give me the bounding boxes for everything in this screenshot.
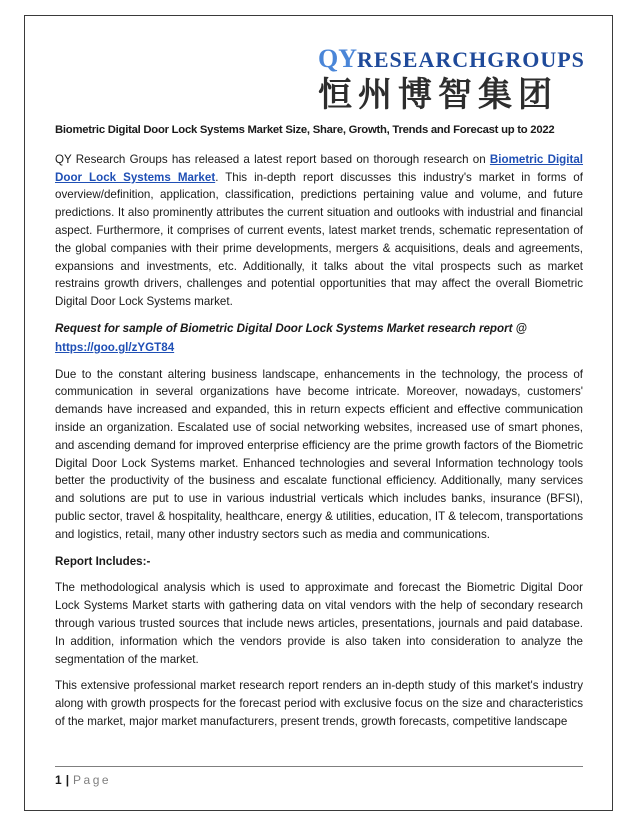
intro-text-start: QY Research Groups has released a latest report based on thorough research on: [55, 152, 490, 166]
logo-prefix: QY: [318, 44, 357, 73]
intro-paragraph: [55, 151, 583, 311]
report-includes-heading: Report Includes:-: [55, 554, 151, 568]
logo-wordmark: [318, 44, 594, 75]
intro-text-rest: . This in-depth report discusses this industry's market in forms of overview/definition, application, classification, predictions pertaining value and volume, and future predictions. It also prominently attributes the current situation and outlooks with industrial and financial aspect. Furthermore, it comprises of current events, latest market trends, schematic representation of the global companies with their prime developments, mergers & acquisitions, deals and agreements, expansions and investments, etc. Additionally, it talks about the vital prospects such as market restrains growth drivers, challenges and potential opportunities that may affect the overall Biometric Digital Door Lock Systems market.: [55, 170, 583, 309]
paragraph-methodology: The methodological analysis which is used to approximate and forecast the Biometric Digital Door Lock Systems Market starts with gathering data on vital vendors with the help of secondary research through various trusted sources that include news articles, presentations, journals and paid database. In addition, information which the vendors provide is also taken into consideration to analyze the segmentation of the market.: [55, 581, 583, 666]
logo-chinese-name: 恒州博智集团: [318, 75, 558, 115]
market-link[interactable]: Biometric Digital Door Lock Systems Market: [55, 152, 584, 184]
page-number: 1: [55, 773, 62, 787]
sample-request-paragraph: [55, 339, 583, 357]
page-separator: |: [65, 773, 70, 787]
logo-name: RESEARCHGROUPS: [357, 47, 585, 72]
sample-request-text: Request for sample of Biometric Digital Door Lock Systems Market research report @: [55, 321, 527, 335]
sample-request-link[interactable]: https://goo.gl/zYGT84: [55, 340, 175, 354]
paragraph-business-landscape: Due to the constant altering business landscape, enhancements in the technology, the process of communication in several organizations have become intricate. Moreover, nowadays, customers' demands have increased and expanded, this in return expects efficient and effective communication inside an organization. Escalated use of social networking websites, increased use of smart phones, and ascending demand for improved enterprise efficiency are the prime growth factors of the Biometric Digital Door Lock Systems market. Enhanced technologies and several Information technology tools better the productivity of the business and escalate functional efficiency. Additionally, many services and solutions are put to use in various industrial verticals which includes banks, insurance (BFSI), public sector, travel & hospitality, healthcare, energy & utilities, education, IT & telecom, transportations and logistics, retail, many other industry sectors such as media and communications.: [55, 367, 583, 541]
document-title: Biometric Digital Door Lock Systems Market Size, Share, Growth, Trends and Forecast up to 2022: [55, 124, 555, 136]
page-label: Page: [73, 773, 112, 787]
paragraph-report-scope: This extensive professional market research report renders an in-depth study of this market's industry along with growth prospects for the forecast period with exclusive focus on the size and characteristics of the market, major market manufacturers, present trends, growth forecasts, competitive landscape: [55, 679, 583, 728]
company-logo: [318, 44, 594, 120]
document-body: [55, 122, 583, 740]
page-footer: [55, 766, 583, 806]
